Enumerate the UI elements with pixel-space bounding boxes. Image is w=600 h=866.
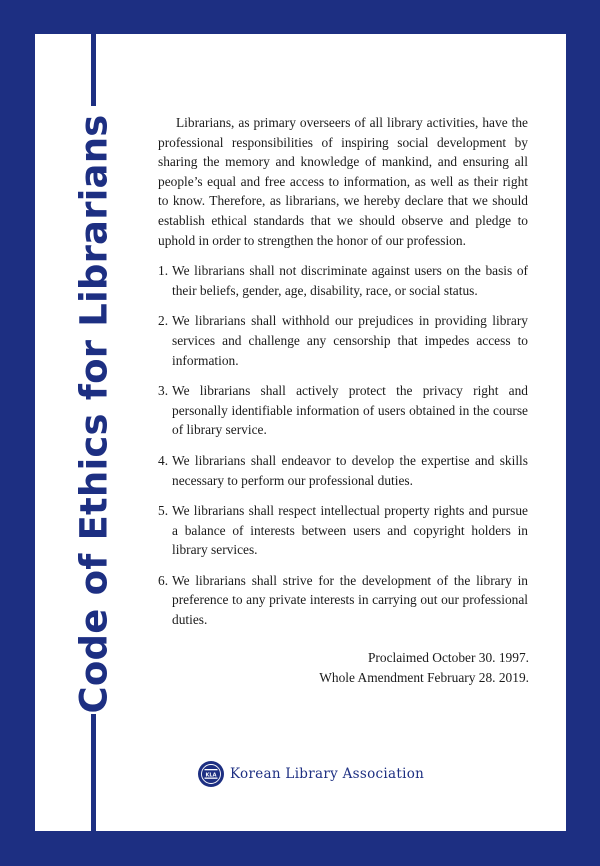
- proclaimed-date: Proclaimed October 30. 1997.: [367, 650, 529, 665]
- dates-block: [250, 648, 529, 687]
- principle-text: We librarians shall respect intellectual property rights and pursue a balance of interests between users and copyright holders in library services.: [172, 503, 528, 558]
- principle-number: 6.: [158, 572, 169, 588]
- side-title-bar: [72, 34, 116, 831]
- principle-item: [158, 381, 528, 440]
- principle-item: [158, 261, 528, 300]
- principle-number: 1.: [158, 263, 169, 279]
- kla-emblem-icon: [200, 763, 222, 785]
- preamble-paragraph: Librarians, as primary overseers of all library activities, have the professional responsibilities of inspiring social development by sharing the memory and knowledge of mankind, and ensuring all people’s equal and free access to information, as well as their right to know. Therefore, as librarians, we hereby declare that we should establish ethical standards that we should observe and pledge to uphold in order to strengthen the honor of our profession.: [158, 115, 528, 248]
- principle-number: 5.: [158, 503, 169, 519]
- organization-name: Korean Library Association: [230, 766, 425, 782]
- principle-text: We librarians shall not discriminate against users on the basis of their beliefs, gender, age, disability, race, or social status.: [172, 263, 528, 298]
- principle-text: We librarians shall withhold our prejudices in providing library services and challenge any censorship that impedes access to information.: [172, 313, 528, 368]
- page-title: Code of Ethics for Librarians: [72, 114, 116, 714]
- kla-logo-text: KLA: [205, 772, 217, 779]
- principle-item: [158, 501, 528, 560]
- principle-number: 4.: [158, 452, 169, 468]
- principle-item: [158, 571, 528, 630]
- kla-logo-icon: [198, 761, 224, 787]
- principle-number: 3.: [158, 383, 169, 399]
- document-body: [158, 113, 528, 641]
- principles-list: [158, 261, 528, 630]
- principle-item: [158, 451, 528, 490]
- amendment-date: Whole Amendment February 28. 2019.: [319, 669, 529, 685]
- principle-text: We librarians shall endeavor to develop the expertise and skills necessary to perform our professional duties.: [172, 452, 528, 488]
- principle-number: 2.: [158, 313, 169, 329]
- side-rule-top: [91, 34, 96, 106]
- principle-text: We librarians shall actively protect the privacy right and personally identifiable information of users obtained in the course of library service.: [172, 383, 528, 438]
- principle-item: [158, 311, 528, 370]
- principle-text: We librarians shall strive for the development of the library in preference to any private interests in carrying out our professional duties.: [172, 572, 528, 628]
- side-rule-bottom: [91, 714, 96, 831]
- organization-footer: [198, 760, 424, 788]
